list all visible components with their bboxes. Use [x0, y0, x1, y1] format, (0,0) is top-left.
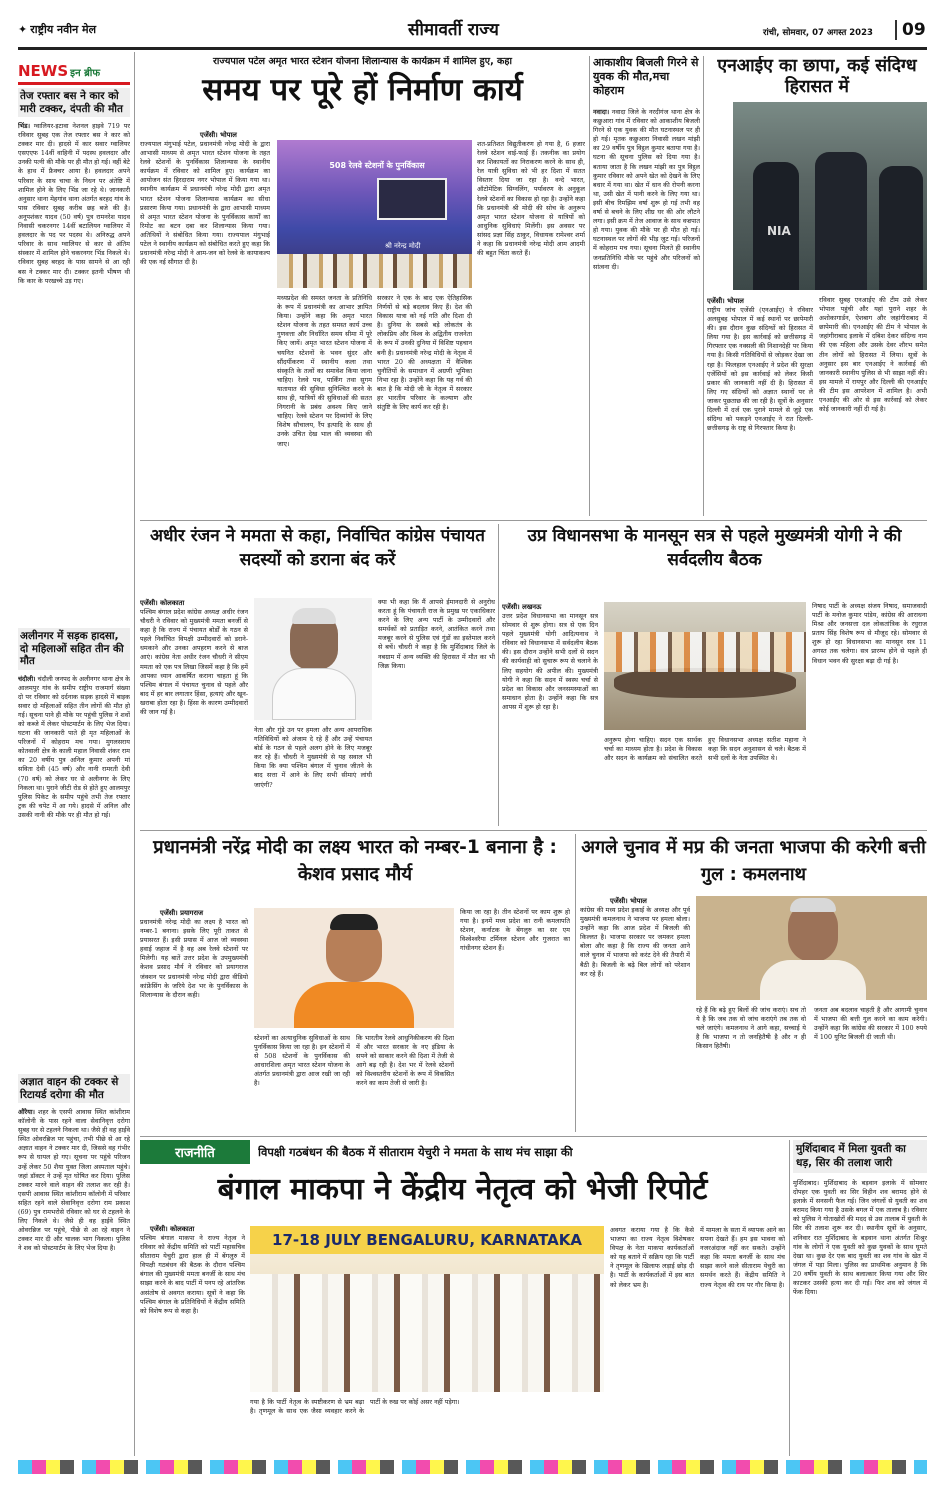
- portrait-body: [294, 982, 414, 1028]
- story-text: क्या भी कहा कि मैं आपसे ईमानदारी से अनुरोध करता हूं कि पंचायती राज के प्रमुख पर एकाधिकार करने के लिए अन्य पार्टी के उम्मीदवारों और समर्थकों को प्रताड़ित करने, आतंकित करने तथा मजबूर करने से पुलिस एवं गुंडों का इस्तेमाल करने से बचें। चौधरी ने कहा है कि मुर्शिदाबाद जिले के नबग्राम में अन्य व्यक्ति की हिरासत में मौत का भी जिक्र किया।: [378, 598, 495, 670]
- story-headline: मुर्शिदाबाद में मिला युवती का धड़, सिर की तलाश जारी: [793, 1140, 927, 1173]
- story-lightning: [593, 56, 700, 516]
- story-byline: एजेंसी। कोलकाता: [150, 1225, 195, 1233]
- page-number: 09: [895, 20, 926, 40]
- officer-figure: [815, 152, 867, 290]
- column-divider: [703, 56, 704, 516]
- news-brief-column: [18, 52, 130, 1456]
- story-text: गया है कि पार्टी नेतृत्व के स्पष्टीकरण से भ्रम बढ़ा है। तृणमूल के साथ एक जैसा व्यवहार करने के पार्टी के रुख पर कोई असर नहीं पड़ेगा।: [250, 1398, 460, 1416]
- brief-dateline: भिंड।: [18, 122, 30, 130]
- section-rule: [140, 830, 927, 831]
- story-text: उत्तर प्रदेश विधानसभा का मानसून सत्र सोमवार से शुरू होगा। सत्र से एक दिन पहले मुख्यमंत्री योगी आदित्यनाथ ने रविवार को विधानसभा में सर्वदलीय बैठक की। इस दौरान उन्होंने सभी दलों से सदन की कार्यवाही को सुचारू रूप से चलाने के लिए सहयोग की अपील की। मुख्यमंत्री योगी ने कहा कि सदन में स्वस्थ चर्चा से प्रदेश का विकास और जनसमस्याओं का समाधान होता है। उन्होंने कहा कि सत्र आपस में शुरू हो रहा है।: [502, 612, 598, 711]
- brief-item: [18, 628, 130, 1074]
- story-headline: बंगाल माकपा ने केंद्रीय नेतृत्व को भेजी रिपोर्ट: [217, 1172, 708, 1207]
- story-text: नेता और गुंडे उन पर हमला और अन्य आपराधिक गतिविधियों को अंजाम दे रहे हैं और उन्हें पंचायत बोर्ड के गठन से पहले अलग होने के लिए मजबूर कर रहे हैं। चौधरी ने मुख्यमंत्री से यह सवाल भी किया कि क्या पश्चिम बंगाल में चुनाव जीतने के बाद सत्ता में आने के लिए सभी सीमाएं लांघी जाएंगी?: [254, 726, 372, 789]
- portrait-hair: [330, 914, 378, 930]
- brief-item: [18, 1074, 130, 1454]
- story-byline: एजेंसी। भोपाल: [610, 897, 647, 905]
- story-text: रविवार सुबह एनआईए की टीम उसे लेकर भोपाल पहुंची और यहां पुराने शहर के अशोकागार्डन, ऐशबाग और जहांगीराबाद में छापेमारी की। एनआईए की टीम ने भोपाल के जहांगीराबाद इलाके में दबिश देकर संदिग्ध नाम की एक महिला और उसके देवर शौरभ समेत तीन लोगों को हिरासत में लिया। सूत्रों के अनुसार इस बार एनआईए ने कार्रवाई की जानकारी स्थानीय पुलिस से भी साझा नहीं की। इस मामले में रायपुर और दिल्ली की एनआईए की टीम इस आपरेशन में शामिल है। अभी एनआईए की ओर से इस कार्रवाई को लेकर कोई जानकारी नहीं दी गई है।: [819, 296, 927, 414]
- story-dateline: नवादा।: [593, 108, 610, 116]
- story-text: जनता अब बदलाव चाहती है और आगामी चुनाव में भाजपा की बत्ती गुल करने का काम करेगी। उन्होंने कहा कि कांग्रेस की सरकार में 100 रुपये में 100 यूनिट बिजली दी जाती थी।: [814, 1006, 927, 1042]
- column-divider: [498, 524, 499, 826]
- section-rule: [140, 520, 927, 521]
- alliance-photo: [250, 1226, 604, 1392]
- portrait-body: [760, 960, 866, 1000]
- dateline: रांची, सोमवार, 07 अगस्त 2023: [763, 28, 873, 38]
- story-text: निषाद पार्टी के अध्यक्ष संजय निषाद, समाजवादी पार्टी के मनोज कुमार पांडेय, कांग्रेस की आराधना मिश्रा और जनसत्ता दल लोकतांत्रिक के रघुराज प्रताप सिंह विशेष रूप से मौजूद रहे। सोमवार से शुरू हो रहा विधानसभा का मानसून सत्र 11 अगस्त तक चलेगा। सत्र प्रारम्भ होने से पहले ही विधान भवन की सुरक्षा बढ़ा दी गई है।: [812, 602, 927, 665]
- portrait-hair: [790, 898, 836, 912]
- brief-text: शहर के एसपी आवास स्थित कांशीराम कॉलोनी के पास रहने वाला सेवानिवृत्त दरोगा सुबह घर से टहलने निकला था। जैसे ही वह हाईवे स्थित ओवरब्रिज पर पहुंचा, तभी पीछे से आ रहे अज्ञात वाहन ने टक्कर मार दी, जिससे वह गंभीर रूप से घायल हो गए। सूचना पर पहुंचे परिजन उन्हें लेकर 50 शैया युक्त जिला अस्पताल पहुंचे। जहां डॉक्टर ने उन्हें मृत घोषित कर दिया। पुलिस टक्कर मारने वाले वाहन की तलाश कर रही है। एसपी आवास स्थित कांशीराम कॉलोनी में परिवार सहित रहने वाले सेवानिवृत्त दरोगा राम प्रकाश (69) पुत्र रामभरोसे रविवार को घर से टहलने के लिए निकले थे। जैसे ही वह हाईवे स्थित ओवरब्रिज पर पहुंचे, पीछे से आ रहे वाहन ने टक्कर मार दी और चालक भाग निकला। पुलिस ने शव को पोस्टमार्टम के लिए भेज दिया है।: [18, 1108, 130, 1253]
- brief-title: अलीनगर में सड़क हादसा, दो महिलाओं सहित तीन की मौत: [18, 628, 130, 670]
- brief-label: इन ब्रीफ: [70, 68, 101, 79]
- story-headline: एनआईए का छापा, कई संदिग्ध हिरासत में: [717, 56, 917, 97]
- photo-sub: श्री नरेन्द्र मोदी: [385, 242, 421, 250]
- masthead-logo: ✦ राष्ट्रीय नवीन मेल: [18, 23, 97, 36]
- story-text: प्रधानमंत्री नरेन्द्र मोदी का लक्ष्य है भारत को नम्बर-1 बनाना। इसके लिए पूरी ताकत से प्रयासरत हैं। इसी प्रयास में आज जो व्यवस्था हवाई जहाज में है वह अब रेलवे स्टेशनों पर मिलेगी। यह बातें उत्तर प्रदेश के उपमुख्यमंत्री केशव प्रसाद मौर्य ने रविवार को प्रयागराज जंक्शन पर प्रधानमंत्री नरेन्द्र मोदी द्वारा वीडियो कांफ्रेंसिंग के जरिये देश भर के पुनर्विकास के शिलान्यास के दौरान कही।: [140, 918, 248, 999]
- story-kamalnath: [580, 834, 927, 1132]
- story-text: नवादा जिले के नरदीगंज थाना क्षेत्र के कछुआरा गांव में रविवार को आकाशीय बिजली गिरने से एक युवक की मौत घटनास्थल पर ही हो गई। मृतक कछुआरा निवासी लखन मांझी का 29 वर्षीय पुत्र विट्ठल कुमार बताया गया है। घटना की सूचना पुलिस को दिया गया है। बताया जाता है कि लखन मांझी का पुत्र विट्ठल कुमार रविवार को अपने खेत को देखने के लिए बधार में गया था। खेत में धान की रोपनी करना था, उसी खेत में पानी करने के लिए गया था। इसी बीच रिमझिम वर्षा शुरू हो गई तभी वह वर्षा से बचने के लिए शीघ्र घर की ओर लौटने लगा। इसी क्रम में तेज आवाज के साथ वज्रपात हो गया। युवक की मौके पर ही मौत हो गई। घटनास्थल पर लोगों की भीड़ जुट गई। परिजनों में कोहराम मच गया। सूचना मिलते ही स्थानीय जनप्रतिनिधि मौके पर पहुंचे और परिजनों को सांत्वना दी।: [593, 108, 700, 271]
- story-headline: आकाशीय बिजली गिरने से युवक की मौत,मचा कोहराम: [593, 56, 699, 97]
- section-tag-label: राजनीति: [175, 1146, 215, 1161]
- photo-screen: [377, 178, 447, 220]
- story-byline: एजेंसी। प्रयागराज: [160, 909, 204, 917]
- story-byline: एजेंसी। लखनऊ: [502, 603, 542, 611]
- portrait-hair: [292, 608, 336, 624]
- story-text: रहे हैं कि बढ़े हुए बिलों की जांच कराएं। सच तो ये है कि जब तक वो जांच कराएंगे तब तक वो चले जाएंगे। कमलनाथ ने आगे कहा, सच्चाई ये है कि भाजपा न तो जनहितैषी है और न ही किसान हितैषी।: [696, 1006, 806, 1051]
- story-column: राज्यपाल मंगुभाई पटेल, प्रधानमंत्री नरेन्द्र मोदी के द्वारा आभासी माध्यम से अमृत भारत स्टेशन योजना के तहत रेलवे स्टेशनों के पुनर्विकास शिलान्यास के स्थानीय कार्यक्रम में रविवार को शामिल हुए। कार्यक्रम का आयोजन संत हिरदाराम नगर भोपाल में किया गया था। स्थानीय कार्यक्रम में प्रधानमंत्री नरेन्द्र मोदी द्वारा अमृत भारत स्टेशन योजना शिलान्यास कार्यक्रम का सीधा प्रसारण किया गया। प्रधानमंत्री के द्वारा आभासी माध्यम से अमृत भारत स्टेशन योजना के पुनर्विकास कार्यों का रिमोट का बटन दबा कर शिलान्यास किया गया। अतिथियों ने संबोधित किया गया। राज्यपाल मंगुभाई पटेल ने स्थानीय कार्यक्रम को संबोधित करते हुए कहा कि प्रधानमंत्री नरेन्द्र मोदी ने आम-जन को रेलवे के कायाकल्प की एक नई सौगात दी है।: [140, 140, 270, 267]
- story-text: अनुरूप होना चाहिए। सदन एक सार्थक चर्चा का माध्यम होता है। प्रदेश के विकास और सदन के कार्यक्रम को संचालित करते हुए विधानसभा अध्यक्ष सतीश महाना ने कहा कि सदन अनुशासन से चले। बैठक में सभी दलों के नेता उपस्थित थे।: [604, 736, 806, 763]
- story-text: पश्चिम बंगाल माकपा ने राज्य नेतृत्व ने रविवार को केंद्रीय समिति को पार्टी महासचिव सीताराम येचुरी द्वारा हाल ही में बेंगलुरु में विपक्षी गठबंधन की बैठक के दौरान पश्चिम बंगाल की मुख्यमंत्री ममता बनर्जी के साथ मंच साझा करने के बाद पार्टी में पनप रहे आंतरिक असंतोष से अवगत कराया। सूत्रों ने कहा कि पश्चिम बंगाल के प्रतिनिधियों ने केंद्रीय समिति को विशेष रूप से कहा है।: [140, 1234, 245, 1315]
- brief-text: ग्वालियर-इटावा नेशनल हाइवे 719 पर रविवार सुबह एक तेज रफ्तार बस ने कार को टक्कर मार दी। हादसे में कार सवार ग्वालियर एसएएफ 14वीं वाहिनी में पदस्थ हवलदार और उनकी पत्नी की मौके पर ही मौत हो गई। वहीं बेटे के हाथ में फ्रैक्चर आया है। हवलदार अपने परिवार के साथ चाचा के निधन पर अंतेष्टि में शामिल होने के लिए भिंड जा रहे थे। जानकारी अनुसार थाना मेहगांव थाना अंतर्गत बरहद गांव के पास रविवार सुबह करीब छह बजे की है। अनूपशंकर यादव (50 वर्ष) पुत्र रामनरेश यादव निवासी चकरनगर 14वीं बटालियन ग्वालियर में हवलदार के पद पर पदस्थ थे। अनिरुद्ध अपने परिवार के साथ ग्वालियर से कार से अंतिम संस्कार में शामिल होने चकरनगर भिंड निकले थे। रविवार सुबह बरहद के पास सामने से आ रही बस ने टक्कर मार दी। टक्कर इतनी भीषण थी कि कार के परखच्चे उड़ गए।: [18, 122, 130, 285]
- story-text: पश्चिम बंगाल प्रदेश कांग्रेस अध्यक्ष अधीर रंजन चौधरी ने रविवार को मुख्यमंत्री ममता बनर्जी से कहा है कि राज्य में पंचायत बोर्डों के गठन से पहले निर्वाचित विपक्षी उम्मीदवारों को डराने-धमकाने और उनका अपहरण करने से बाज आएं। कांग्रेस नेता अधीर रंजन चौधरी ने सीएम ममता को एक पत्र लिखा जिसमें कहा है कि हमें आपका ध्यान आकर्षित कराना चाहता हूं कि पश्चिम बंगाल में पंचायत चुनाव से पहले और बाद में हर बार लगातार हिंसा, हत्याएं और खून-खराबा होता रहा है। हिंसा के कारण उम्मीदवारों की जान गई है।: [140, 608, 248, 717]
- story-adhir: [140, 524, 495, 826]
- leaders-group: [250, 1274, 604, 1392]
- story-byline: एजेंसी। भोपाल: [707, 297, 744, 305]
- story-body: [593, 108, 700, 272]
- story-yogi: [502, 524, 927, 826]
- brief-dateline: औरैया।: [18, 1108, 35, 1116]
- officer-figure: [879, 166, 923, 290]
- print-color-bar: [18, 1460, 927, 1474]
- story-bengal: [140, 1140, 785, 1456]
- story-text: मुर्शिदाबाद। मुर्शिदाबाद के बड़वान इलाके में सोमवार दोपहर एक युवती का सिर विहीन शव बरामद होने से इलाके में सनसनी फैल गई। जिन जंगलों से युवती का शव बरामद किया गया है उसके बगल में एक तालाब है। रविवार को पुलिस ने गोताखोरों की मदद से उस तालाब में युवती के सिर की तलाश शुरू कर दी। स्थानीय सूत्रों के अनुसार, शनिवार रात मुर्शिदाबाद के बड़वान थाना अंतर्गत शिश्रुर गांव के लोगों ने एक युवती को कुछ युवकों के साथ घूमते देखा था। कुछ देर एक बाद युवती का शव गांव के खेत में जंगल में पड़ा मिला। पुलिस का प्राथमिक अनुमान है कि 20 वर्षीय युवती के साथ बलात्कार किया गया और सिर काटकर उसकी हत्या कर दी गई। फिर शव को जंगल में फेंक दिया।: [793, 1179, 927, 1297]
- story-column: मध्यप्रदेश की समस्त जनता के प्रतिनिधि के रूप में प्रधानमंत्री का आभार ज्ञापित किया। उन्होंने कहा कि अमृत भारत स्टेशन योजना के तहत समस्त कार्य उच्च गुणवत्ता और निर्धारित समय सीमा में पूरे किए जायें। अमृत भारत स्टेशन योजना में चयनित स्टेशनों के भवन सुंदर और सौंदर्यीकरण में स्थानीय कला तथा संस्कृति के तत्वों का समावेश किया जाना चाहिए। रेलवे पथ, पार्किंग तथा सुगम यातायात की सुविधा सुनिश्चित करने के साथ ही, यात्रियों की सुविधाओं की सतत निगरानी के प्रबंध अवश्य किए जाने चाहिए। रेलवे स्टेशन पर दिव्यांगों के लिए विशेष सौचालय, रैंप इत्यादि के साथ ही उनके उचित देख भाल की व्यवस्था की जाए।: [277, 294, 372, 448]
- story-text: किया जा रहा है। तीन स्टेशनों पर काम शुरू हो गया है। इनमें मध्य प्रदेश का रानी कमलापति स्टेशन, कर्नाटक के बेंगलुरु का सर एम विश्वेश्वरैया टर्मिनल स्टेशन और गुजरात का गांधीनगर स्टेशन हैं।: [460, 908, 570, 953]
- portrait-photo: [696, 896, 927, 1000]
- section-rule: [140, 1136, 927, 1137]
- bird-icon: ✦: [18, 23, 28, 36]
- news-label: NEWS: [18, 62, 69, 80]
- story-byline: एजेंसी। कोलकाता: [140, 599, 185, 607]
- brief-dateline: चंदौली।: [18, 674, 36, 683]
- story-headline: समय पर पूरे हों निर्माण कार्य: [202, 72, 523, 109]
- column-divider: [575, 834, 576, 1132]
- story-kicker: राज्यपाल पटेल अमृत भारत स्टेशन योजना शिलान्यास के कार्यक्रम में शामिल हुए, कहा: [212, 56, 513, 67]
- header-rule: [18, 47, 927, 50]
- brief-body: [18, 122, 130, 286]
- section-tag: [140, 1140, 250, 1164]
- brief-text: चंदौली जनपद के अलीनगर थाना क्षेत्र के आलमपुर गांव के समीप राष्ट्रीय राजमार्ग संख्या दो पर रविवार को दर्दनाक सड़क हादसे में बाइक सवार दो महिलाओं सहित तीन लोगों की मौत हो गई। सूचना पाने ही मौके पर पहुंची पुलिस ने शवों को कब्जे में लेकर पोस्टमार्टम के लिए भेज दिया। घटना की जानकारी पाते ही मृत महिलाओं के परिजनों में कोहराम मच गया। मुगलसराय कोतवाली क्षेत्र के काली महाल निवासी शंकर राम का 20 वर्षीय पुत्र अनिल कुमार अपनी मां सविता देवी (45 वर्ष) और नानी रामरती देवी (70 वर्ष) को लेकर घर से अलीनगर के लिए निकला था। पुराने जीटी रोड से होते हुए आलमपुर पुलिस पिकेट के समीप पहुंचे तभी तेज रफ्तार ट्रक की चपेट में आ गये। हादसे में अनिल और उसकी नानी की मौके पर ही मौत हो गई।: [18, 674, 130, 819]
- story-text: में मामला के सता में व्यापक आने का सपना देखते हैं। हम इस भावना को नजरअंदाज नहीं कर सकते। उन्होंने कहा कि ममता बनर्जी के साथ मंच साझा करने वाले सीताराम येचुरी का समर्थन करते हैं। केंद्रीय समिति ने राज्य नेतृत्व की राय पर गौर किया है।: [700, 1226, 785, 1289]
- brief-body: [18, 1108, 130, 1254]
- column-divider: [789, 1140, 790, 1456]
- news-brief-label: [18, 52, 130, 80]
- story-text: कांग्रेस की मध्य प्रदेश इकाई के अध्यक्ष और पूर्व मुख्यमंत्री कमलनाथ ने भाजपा पर हमला बोला। उन्होंने कहा कि आज प्रदेश में बिजली की किल्लत है। भाजपा सरकार पर जमकर हमला बोला और कहा है कि राज्य की जनता आने वाले चुनाव में भाजपा को करंट देने की तैयारी में बैठी है। बिजली के बढ़े बिल लोगों को परेशान कर रहे हैं।: [580, 906, 690, 978]
- story-headline: अधीर रंजन ने ममता से कहा, निर्वाचित कांग्रेस पंचायत सदस्यों को डराना बंद करें: [150, 526, 485, 570]
- story-text: राष्ट्रीय जांच एजेंसी (एनआईए) ने रविवार अलसुबह भोपाल में कई स्थानों पर छापेमारी की। इस दौरान कुछ संदिग्धों को हिरासत में लिया गया है। इस कार्रवाई को छत्तीसगढ़ में गिरफ्तार एक नक्सली की निशानदेही पर किया गया है। किसी गतिविधियों से जोड़कर देखा जा रहा है। फिलहाल एनआईए ने प्रदेश की सुरक्षा एजेंसियों को इस कार्रवाई को लेकर किसी प्रकार की जानकारी नहीं दी है। हिरासत में लिए गए संदिग्धों को अज्ञात स्थानों पर ले जाकर पूछताछ की जा रही है। सूत्रों के अनुसार दिल्ली में दर्ज एक पुराने मामले से जुड़े एक संदिग्ध को पकड़ने एनआईए ने रात दिल्ली-छत्तीसगढ़ के राष्ट्र से गिरफ्तार किया है।: [707, 306, 813, 433]
- portrait-photo: [254, 908, 454, 1028]
- story-keshav: [140, 834, 570, 1132]
- column-divider: [134, 52, 135, 1456]
- story-byline: एजेंसी। भोपाल: [200, 131, 237, 139]
- story-column: शत-प्रतिशत विद्युतीकरण हो गया है, 6 हजार रेलवे स्टेशन वाई-फाई हैं। तकनीक का प्रयोग कर शिकायतों का निराकरण करने के साथ ही, रेल यात्री सुविधा को भी हर दिशा में सतत विस्तार दिया जा रहा है। वन्दे भारत, ऑटोमेटिक सिग्नलिंग, पर्यावरण के अनुकूल रेलवे स्टेशनों का विकास हो रहा है। उन्होंने कहा कि प्रधानमंत्री श्री मोदी की सोच के अनुरूप अमृत भारत स्टेशन योजना से यात्रियों को आधुनिक सुविधाएं मिलेंगी। इस अवसर पर सांसद प्रज्ञा सिंह ठाकुर, विधायक रामेश्वर शर्मा ने कहा कि प्रधानमंत्री नरेन्द्र मोदी आम आदमी की बहुत चिंता करते हैं।: [477, 140, 585, 258]
- brief-item: [18, 88, 130, 628]
- story-murshidabad: [793, 1140, 927, 1456]
- meeting-photo: [604, 602, 806, 730]
- stage-people: [277, 254, 472, 288]
- photo-banner: 17-18 JULY BENGALURU, KARNATAKA: [250, 1226, 604, 1254]
- attendees: [604, 632, 806, 672]
- portrait-photo: [254, 598, 372, 720]
- story-kicker: विपक्षी गठबंधन की बैठक में सीताराम येचुरी ने ममता के साथ मंच साझा की: [258, 1145, 573, 1159]
- story-nia: [707, 56, 927, 516]
- story-text: कि भारतीय रेलवे आधुनिकीकरण की दिशा में और भारत सरकार के नए इंडिया के सपने को साकार करने की दिशा में तेजी से आगे बढ़ रही है। देश भर में रेलवे स्टेशनों को विश्वस्तरीय स्टेशनों के रूप में विकसित करने का काम तेजी से जारी है।: [356, 1034, 454, 1088]
- portrait-body: [272, 668, 356, 720]
- story-text: अवगत कराया गया है कि कैसे भाजपा का राज्य नेतृत्व विशेषकर विपक्ष के नेता माकपा कार्यकर्ताओं को यह बताने में सक्रिय रहा कि पार्टी ने तृणमूल के खिलाफ लड़ाई छोड़ दी है। पार्टी के कार्यकर्ताओं में इस बात को लेकर भ्रम है।: [610, 1226, 694, 1289]
- story-column: सरकार ने एक के बाद एक ऐतिहासिक निर्णयों से बड़े बदलाव किए हैं। देश की विकास यात्रा को नई गति और दिशा दी है। दुनिया के सबसे बड़े लोकतंत्र के लोकप्रिय और विश्व के अद्वितीय राजनेता के रूप में उनकी दुनिया में विशिष्ट पहचान बनी है। प्रधानमंत्री नरेन्द्र मोदी के नेतृत्व में भारत 20 की अध्यक्षता में वैश्विक चुनौतियों के समाधान में अग्रणी भूमिका निभा रहा है। उन्होंने कहा कि यह गर्व की बात है कि मोदी जी के नेतृत्व में सरकार हर भारतीय परिवार के कल्याण और संतुष्टि के लिए कार्य कर रही है।: [377, 294, 472, 412]
- raid-photo: [733, 102, 927, 290]
- brief-body: [18, 675, 130, 821]
- story-headline: अगले चुनाव में मप्र की जनता भाजपा की करेगी बत्ती गुल : कमलनाथ: [581, 837, 926, 885]
- column-divider: [589, 56, 590, 516]
- photo-banner: 508 रेलवे स्टेशनों के पुनर्विकास: [329, 161, 425, 170]
- event-photo: [277, 140, 472, 288]
- story-headline: प्रधानमंत्री नरेंद्र मोदी का लक्ष्य भारत को नम्बर-1 बनाना है : केशव प्रसाद मौर्य: [153, 837, 557, 885]
- brief-title: तेज रफ्तार बस ने कार को मारी टक्कर, दंपती की मौत: [18, 88, 130, 117]
- section-title: सीमावर्ती राज्य: [408, 20, 499, 40]
- page-header: [18, 14, 927, 48]
- story-pm-stations: [140, 56, 585, 516]
- meeting-table: [614, 668, 796, 698]
- brief-title: अज्ञात वाहन की टक्कर से रिटायर्ड दरोगा की मौत: [18, 1074, 130, 1103]
- photo-label: NIA: [767, 224, 791, 238]
- story-headline: उप्र विधानसभा के मानसून सत्र से पहले मुख्यमंत्री योगी ने की सर्वदलीय बैठक: [527, 526, 902, 570]
- story-text: स्टेशनों का अत्याधुनिक सुविधाओं के साथ पुनर्विकास किया जा रहा है। इन स्टेशनों में से 508 स्टेशनों के पुनर्विकास की आधारशिला अमृत भारत स्टेशन योजना के अंतर्गत प्रधानमंत्री द्वारा आज रखी जा रही है।: [254, 1034, 350, 1088]
